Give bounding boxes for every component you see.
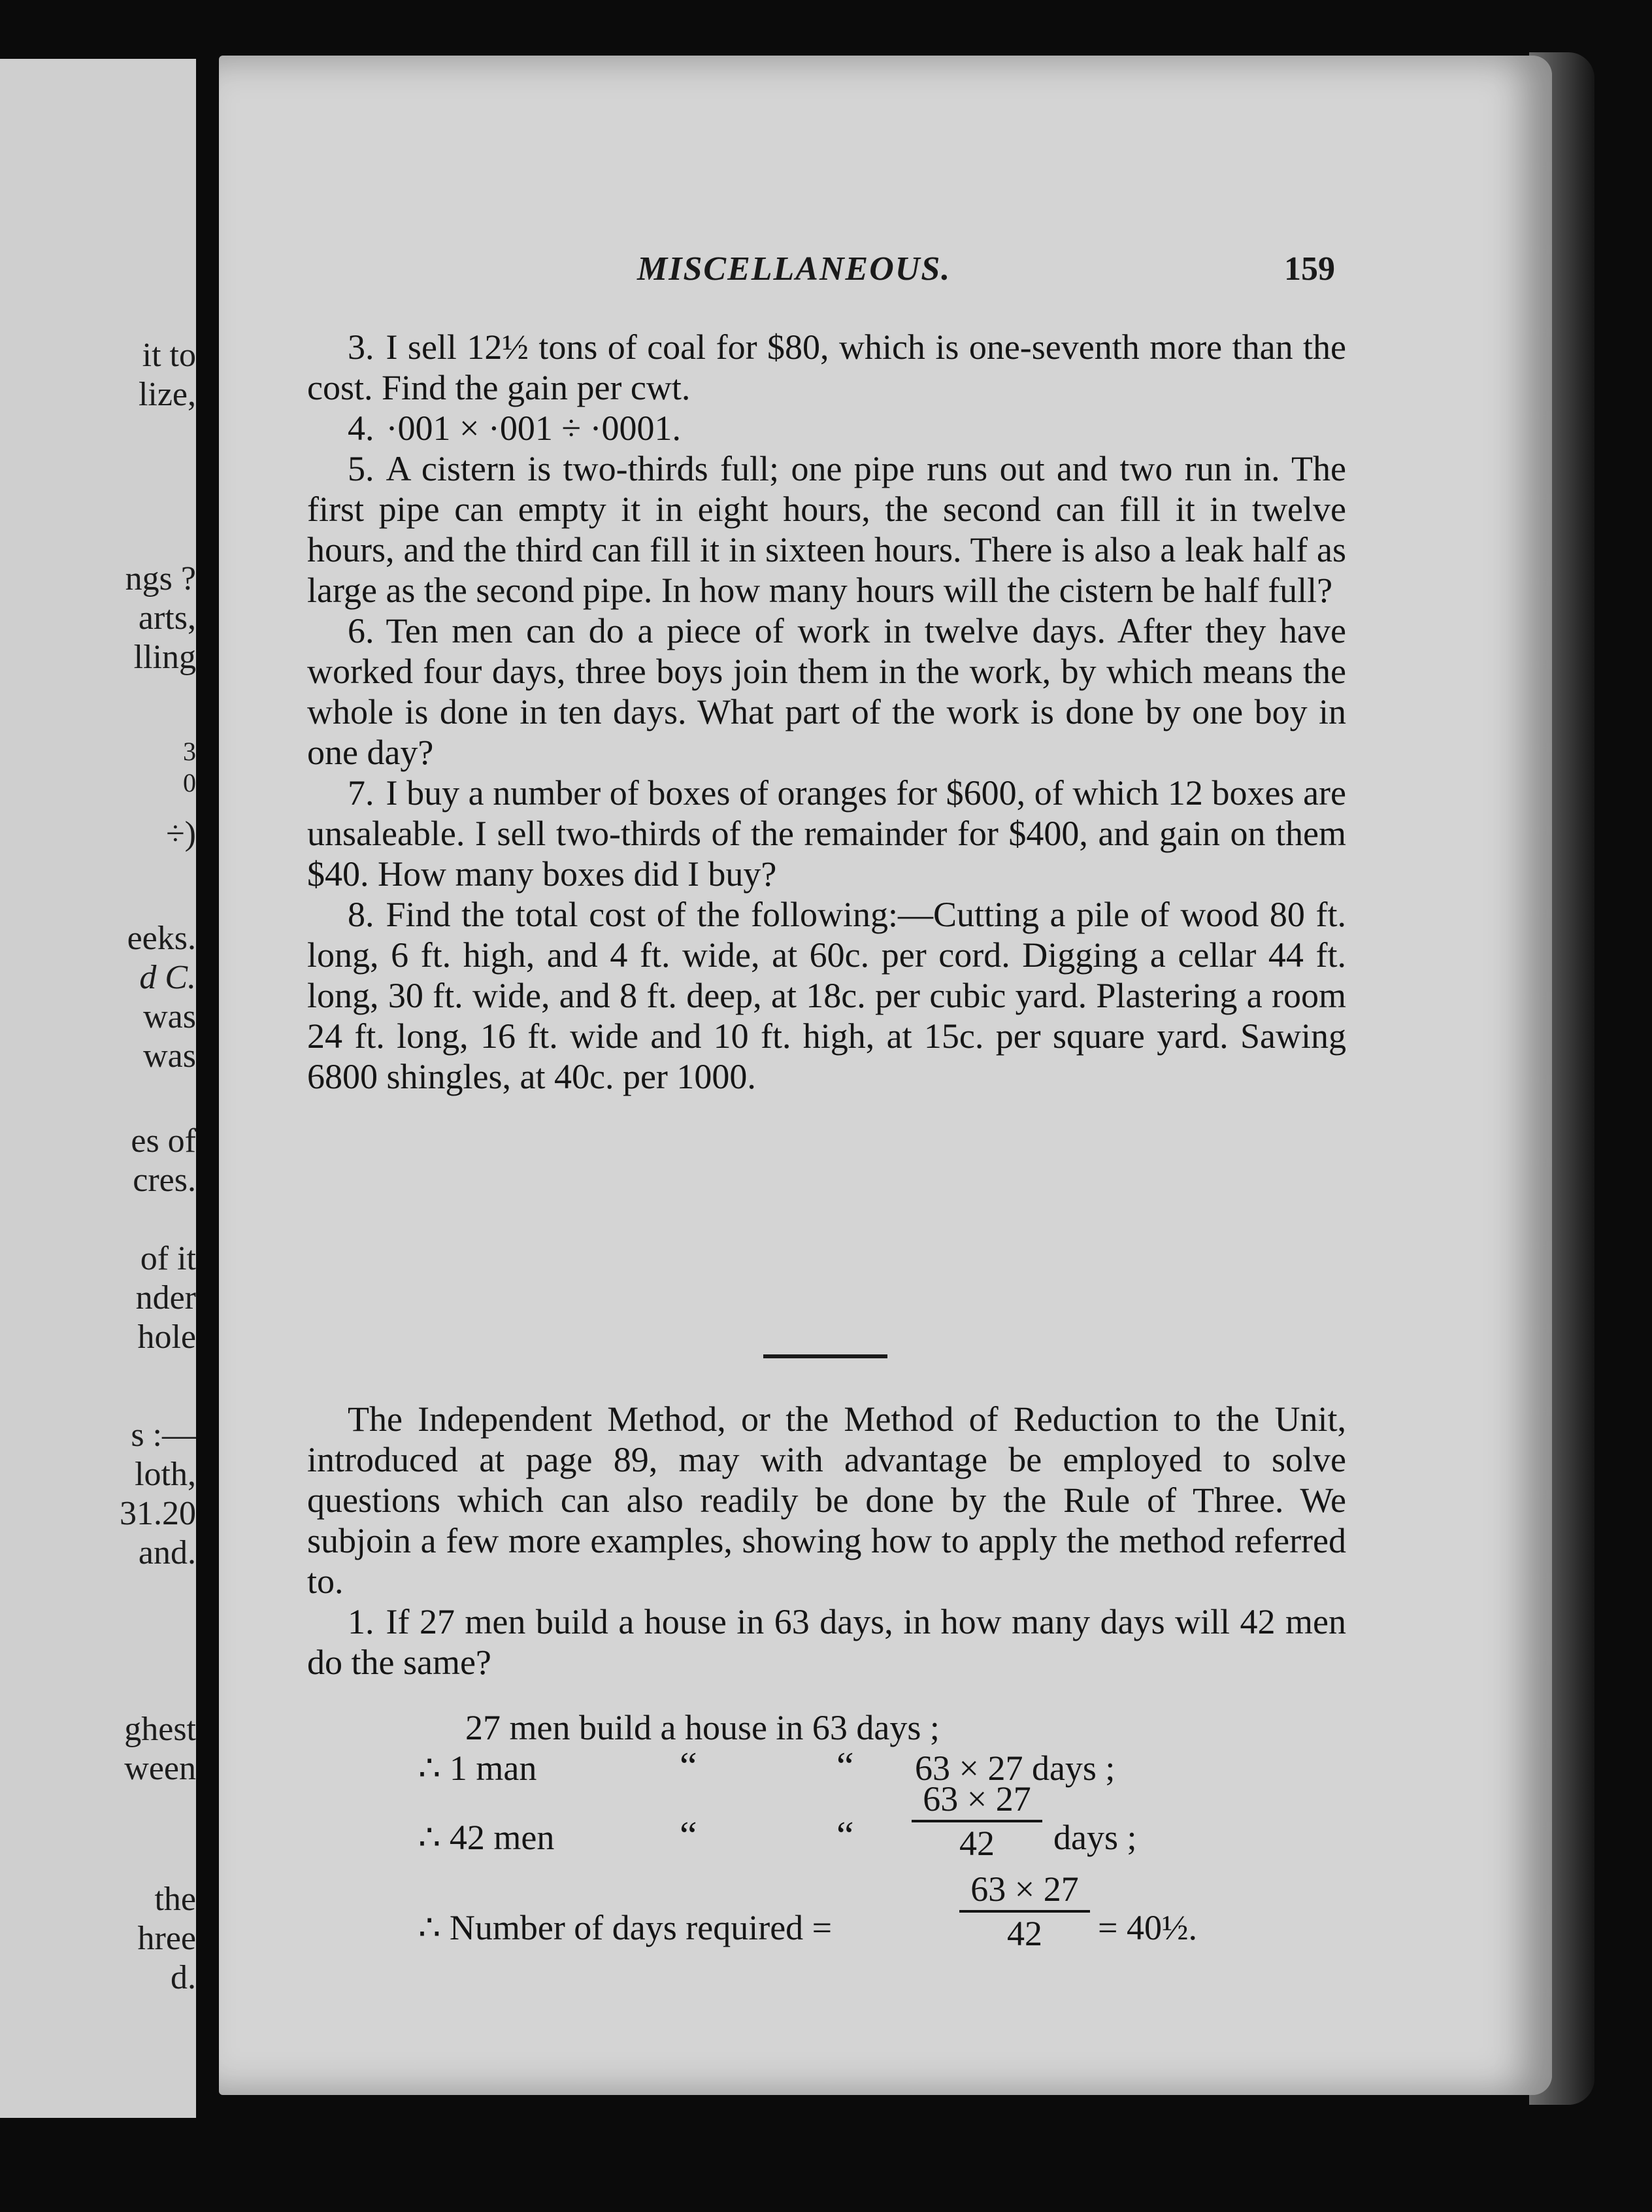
left-page-fragment: was <box>143 998 196 1035</box>
ditto-mark: “ <box>836 1814 854 1857</box>
left-page-fragment: ghest <box>124 1711 196 1748</box>
fraction-days-42-men: 63 × 27 42 <box>912 1779 1042 1863</box>
section-divider <box>763 1354 887 1358</box>
left-page-fragment: 31.20 <box>120 1495 196 1532</box>
left-page-fragment: lling <box>133 639 196 676</box>
ditto-mark: “ <box>836 1745 854 1788</box>
left-page-fragment: arts, <box>138 599 196 637</box>
left-page-fragment: 3 <box>183 737 196 766</box>
left-page-fragment: ÷) <box>166 815 196 852</box>
left-page-fragment: was <box>143 1037 196 1075</box>
left-page-fragment: ween <box>124 1750 196 1787</box>
left-page-fragment: loth, <box>135 1456 196 1493</box>
ditto-mark: “ <box>680 1814 697 1857</box>
problem-list <box>307 327 1346 1097</box>
left-page-fragment: nder <box>135 1279 196 1316</box>
problem-5: 5. A cistern is two-thirds full; one pipe runs out and two run in. The first pipe can empty it in eight hours, the second can fill it in twelve hours, and the third can fill it in sixteen hours. There is also a leak half as large as the second pipe. In how many hours will the cistern be half full? <box>307 449 1346 610</box>
left-page-fragment: d C. <box>139 959 196 996</box>
left-page-fragment: of it <box>140 1240 196 1277</box>
method-intro: The Independent Method, or the Method of Reduction to the Unit, introduced at page 89, may with advantage be employed to solve questions which can also readily be done by the Rule of Three. We subjoin a few more examples, showing how to apply the method referred to. <box>307 1399 1346 1601</box>
left-page-fragment: cres. <box>133 1162 196 1199</box>
work-line-3-label: ∴ 42 men <box>418 1818 555 1857</box>
left-page-fragment: and. <box>138 1534 196 1571</box>
left-page-fragment: the <box>154 1881 196 1918</box>
page-number: 159 <box>1284 250 1335 288</box>
work-line-2-label: ∴ 1 man <box>418 1749 537 1788</box>
work-line-3-unit: days ; <box>1053 1818 1137 1857</box>
left-page-fragment: eeks. <box>127 920 196 957</box>
left-page-fragment: it to <box>142 337 196 374</box>
running-head: MISCELLANEOUS. <box>637 250 951 288</box>
problem-4: 4. ·001 × ·001 ÷ ·0001. <box>348 409 682 448</box>
left-page-fragment: ngs ? <box>125 560 196 597</box>
problem-3: 3. I sell 12½ tons of coal for $80, which is one-seventh more than the cost. Find the gain per cwt. <box>307 327 1346 407</box>
left-page-fragment: 0 <box>183 768 196 797</box>
problem-8: 8. Find the total cost of the following:—Cutting a pile of wood 80 ft. long, 6 ft. high, and 4 ft. wide, at 60c. per cord. Digging a cellar 44 ft. long, 30 ft. wide, and 8 ft. deep, at 18c. per cubic yard. Plastering a room 24 ft. long, 16 ft. wide and 10 ft. high, at 15c. per square yard. Sawing 6800 shingles, at 40c. per 1000. <box>307 895 1346 1096</box>
example-question: 1. If 27 men build a house in 63 days, in how many days will 42 men do the same? <box>307 1602 1346 1682</box>
work-line-1: 27 men build a house in 63 days ; <box>465 1708 940 1747</box>
left-page-fragment: es of <box>131 1122 196 1160</box>
ditto-mark: “ <box>680 1745 697 1788</box>
left-page-fragment: s :— <box>131 1416 196 1454</box>
work-line-4-label: ∴ Number of days required = <box>418 1908 833 1947</box>
work-line-2-value: 63 × 27 days ; <box>915 1749 1115 1788</box>
left-page-fragment: hole <box>137 1318 196 1356</box>
left-page-fragment: lize, <box>138 376 196 413</box>
fraction-days-required: 63 × 27 42 <box>959 1869 1090 1953</box>
left-page-fragment: hree <box>137 1920 196 1957</box>
work-line-4-result: = 40½. <box>1098 1908 1197 1947</box>
problem-7: 7. I buy a number of boxes of oranges for $600, of which 12 boxes are unsaleable. I sell two-thirds of the remainder for $400, and gain on them $40. How many boxes did I buy? <box>307 773 1346 894</box>
problem-6: 6. Ten men can do a piece of work in twelve days. After they have worked four days, three boys join them in the work, by which means the whole is done in ten days. What part of the work is done by one boy in one day? <box>307 611 1346 772</box>
method-section <box>307 1399 1346 1683</box>
left-page-fragment: d. <box>171 1959 196 1996</box>
left-page-strip <box>0 59 196 2118</box>
